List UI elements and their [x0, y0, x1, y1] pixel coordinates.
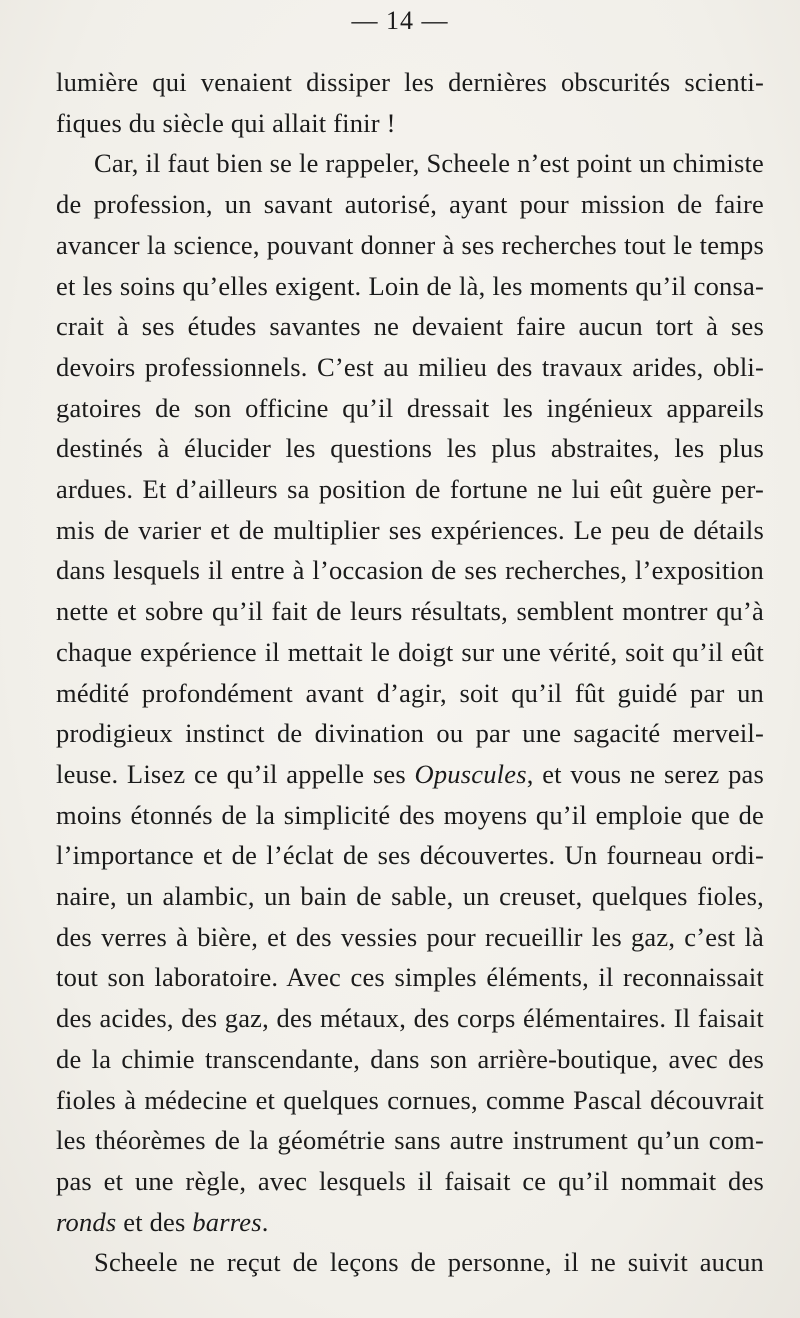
- text-line: mis de varier et de multiplier ses expériences. Le peu de détails: [56, 514, 764, 545]
- text-line: de profession, un savant autorisé, ayant pour mission de faire: [56, 189, 764, 220]
- text-line: [56, 1202, 764, 1243]
- text-line: devoirs professionnels. C’est au milieu des travaux arides, obli-: [56, 351, 764, 382]
- text-line: et les soins qu’elles exigent. Loin de là, les moments qu’il consa-: [56, 270, 764, 301]
- text-line: dans lesquels il entre à l’occasion de ses recherches, l’exposition: [56, 555, 764, 586]
- text-line: prodigieux instinct de divination ou par une sagacité merveil-: [56, 718, 764, 749]
- text-line: [56, 754, 764, 795]
- text-segment: .: [261, 1206, 269, 1237]
- text-line: chaque expérience il mettait le doigt sur une vérité, soit qu’il eût: [56, 636, 764, 667]
- text-line: fiques du siècle qui allait finir !: [56, 107, 396, 138]
- text-segment: , et vous ne serez pas: [526, 758, 764, 789]
- page-number: — 14 —: [351, 6, 449, 35]
- italic-word-ronds: ronds: [56, 1206, 117, 1237]
- text-line: moins étonnés de la simplicité des moyens qu’il emploie que de: [56, 799, 764, 830]
- text-line: lumière qui venaient dissiper les dernières obscurités scienti-: [56, 67, 764, 97]
- text-segment: leuse. Lisez ce qu’il appelle ses: [56, 758, 415, 789]
- text-line: Scheele ne reçut de leçons de personne, il ne suivit aucun: [94, 1247, 764, 1278]
- italic-word-barres: barres: [192, 1206, 262, 1237]
- text-line: destinés à élucider les questions les plus abstraites, les plus: [56, 433, 764, 464]
- text-segment: et des: [116, 1206, 193, 1237]
- body-text: [56, 62, 764, 1283]
- text-line: les théorèmes de la géométrie sans autre instrument qu’un com-: [56, 1125, 764, 1156]
- text-line: ardues. Et d’ailleurs sa position de fortune ne lui eût guère per-: [56, 474, 764, 505]
- text-line: tout son laboratoire. Avec ces simples éléments, il reconnaissait: [56, 962, 764, 993]
- text-line: naire, un alambic, un bain de sable, un creuset, quelques fioles,: [56, 881, 764, 912]
- text-line: de la chimie transcendante, dans son arrière-boutique, avec des: [56, 1043, 764, 1074]
- text-line: crait à ses études savantes ne devaient faire aucun tort à ses: [56, 311, 764, 342]
- italic-title-opuscules: Opuscules: [414, 758, 527, 789]
- text-line: l’importance et de l’éclat de ses découvertes. Un fourneau ordi-: [56, 840, 764, 871]
- text-line: médité profondément avant d’agir, soit qu’il fût guidé par un: [56, 677, 764, 708]
- text-line: fioles à médecine et quelques cornues, comme Pascal découvrait: [56, 1084, 764, 1115]
- text-line: pas et une règle, avec lesquels il faisait ce qu’il nommait des: [56, 1165, 764, 1196]
- text-line: gatoires de son officine qu’il dressait les ingénieux appareils: [56, 392, 764, 423]
- text-line: Car, il faut bien se le rappeler, Scheele n’est point un chimiste: [94, 148, 764, 179]
- text-line: nette et sobre qu’il fait de leurs résultats, semblent montrer qu’à: [56, 596, 764, 627]
- text-line: avancer la science, pouvant donner à ses recherches tout le temps: [56, 229, 764, 260]
- text-line: des acides, des gaz, des métaux, des corps élémentaires. Il faisait: [56, 1003, 764, 1034]
- text-line: des verres à bière, et des vessies pour recueillir les gaz, c’est là: [56, 921, 764, 952]
